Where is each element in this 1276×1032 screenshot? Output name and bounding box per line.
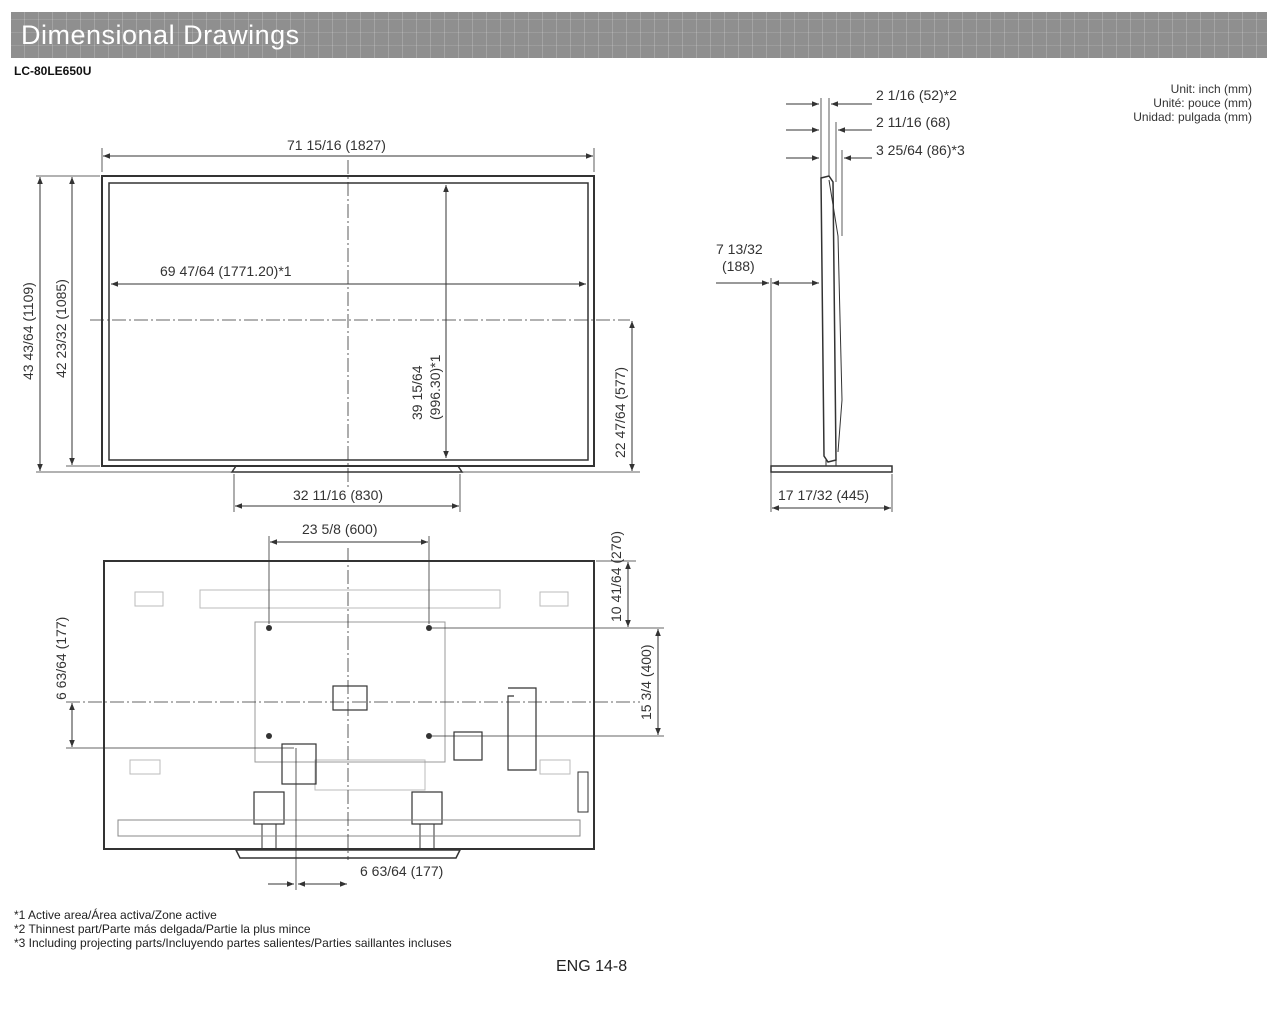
rear-view [66,536,664,890]
side-panel-profile [821,176,836,462]
label-dim-b: 2 11/16 (68) [876,114,951,130]
wall-mount-plate [255,622,445,762]
rear-center-box [333,686,367,710]
rear-terminal-housing [508,688,536,770]
rear-bottom-rail [118,820,580,836]
label-total-height: 43 43/64 (1109) [20,282,36,380]
label-offset-1: 7 13/32 [716,241,763,257]
front-view [36,148,640,512]
stand-bracket-left [254,792,284,824]
unit-french: Unité: pouce (mm) [1153,96,1252,110]
tv-screen [109,183,588,460]
footnote-1: *1 Active area/Área activa/Zone active [14,908,217,922]
page-title: Dimensional Drawings [21,20,300,50]
label-vesa-height: 15 3/4 (400) [638,644,654,720]
label-width: 71 15/16 (1827) [287,137,386,153]
stand-bracket-right [412,792,442,824]
label-top-to-vesa: 10 41/64 (270) [608,530,624,622]
rear-vents [130,590,570,790]
label-dim-c: 3 25/64 (86)*3 [876,142,965,158]
rear-outer-frame [104,561,594,849]
footnote-3: *3 Including projecting parts/Incluyendo partes salientes/Parties saillantes incluses [14,936,452,950]
unit-english: Unit: inch (mm) [1170,82,1252,96]
side-view [716,98,892,512]
label-active-height-2: (996.30)*1 [427,354,443,420]
page-number: ENG 14-8 [556,958,628,975]
footnotes [14,908,452,950]
unit-spanish: Unidad: pulgada (mm) [1133,110,1252,124]
label-active-width: 69 47/64 (1771.20)*1 [160,263,292,279]
rear-side-ports [578,772,588,812]
label-offset-2: (188) [722,258,755,274]
label-bottom-horizontal: 6 63/64 (177) [360,863,444,879]
label-active-height-1: 39 15/64 [409,365,425,420]
label-panel-height: 42 23/32 (1085) [53,279,69,378]
label-center-height: 22 47/64 (577) [612,366,628,458]
label-vesa-width: 23 5/8 (600) [302,521,378,537]
side-stand-base [771,466,892,472]
vesa-holes [266,625,432,739]
label-dim-a: 2 1/16 (52)*2 [876,87,957,103]
side-view-labels [716,87,965,503]
footnote-2: *2 Thinnest part/Parte más delgada/Partie la plus mince [14,922,311,936]
label-left-vertical: 6 63/64 (177) [53,616,69,700]
label-stand-depth: 17 17/32 (445) [778,487,870,503]
label-stand-width: 32 11/16 (830) [293,487,384,503]
rear-view-labels [53,521,654,879]
model-number: LC-80LE650U [14,64,92,78]
rear-port-box [282,744,316,784]
